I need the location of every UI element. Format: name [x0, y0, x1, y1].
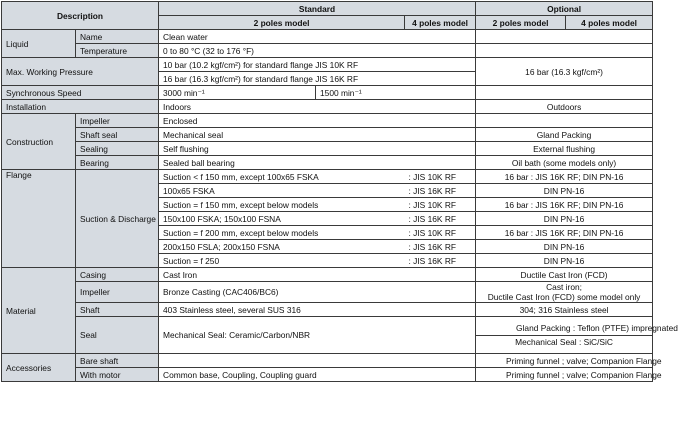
specification-table [1, 1, 678, 382]
category-accessories: Accessories [2, 354, 76, 382]
header-optional-4-poles: 4 poles model [566, 16, 653, 30]
value-shaft-seal-optional: Gland Packing [476, 128, 653, 142]
value-bare-shaft-optional: Priming funnel ; valve; Companion Flange [476, 354, 653, 368]
flange-row-4-optional: 16 bar : JIS 16K RF; DIN PN-16 [476, 226, 653, 240]
header-optional: Optional [476, 2, 653, 16]
flange-row-1-standard: : JIS 16K RF [405, 184, 476, 198]
value-shaft-optional: 304; 316 Stainless steel [476, 303, 653, 317]
value-impeller-type: Enclosed [159, 114, 476, 128]
category-synchronous-speed: Synchronous Speed [2, 86, 159, 100]
label-shaft-seal: Shaft seal [76, 128, 159, 142]
seal-optional-line-2: Mechanical Seal : SiC/SiC [476, 335, 652, 348]
flange-row-0-optional: 16 bar : JIS 16K RF; DIN PN-16 [476, 170, 653, 184]
value-shaft-seal: Mechanical seal [159, 128, 476, 142]
header-standard-2-poles: 2 poles model [159, 16, 405, 30]
value-bearing-optional: Oil bath (some models only) [476, 156, 653, 170]
impeller-optional-line-2: Ductile Cast Iron (FCD) some model only [487, 292, 641, 302]
header-description: Description [2, 2, 159, 30]
flange-row-4-standard: : JIS 10K RF [405, 226, 476, 240]
value-liquid-name-optional [476, 30, 653, 44]
category-construction: Construction [2, 114, 76, 170]
category-flange: Flange [2, 170, 76, 268]
flange-row-2-standard: : JIS 10K RF [405, 198, 476, 212]
flange-row-6-standard: : JIS 16K RF [405, 254, 476, 268]
label-casing: Casing [76, 268, 159, 282]
flange-row-5-condition: 200x150 FSLA; 200x150 FSNA [159, 240, 405, 254]
flange-row-3-standard: : JIS 16K RF [405, 212, 476, 226]
value-seal-optional [476, 317, 678, 354]
value-sealing: Self flushing [159, 142, 476, 156]
header-standard-4-poles: 4 poles model [405, 16, 476, 30]
value-temperature-optional [476, 44, 653, 58]
flange-row-3-optional: DIN PN-16 [476, 212, 653, 226]
label-temperature: Temperature [76, 44, 159, 58]
label-bare-shaft: Bare shaft [76, 354, 159, 368]
value-seal: Mechanical Seal: Ceramic/Carbon/NBR [159, 317, 476, 354]
label-seal: Seal [76, 317, 159, 354]
value-speed-optional [476, 86, 653, 100]
flange-row-1-condition: 100x65 FSKA [159, 184, 405, 198]
value-with-motor: Common base, Coupling, Coupling guard [159, 368, 476, 382]
flange-row-3-condition: 150x100 FSKA; 150x100 FSNA [159, 212, 405, 226]
value-temperature: 0 to 80 °C (32 to 176 °F) [159, 44, 476, 58]
label-suction-discharge: Suction & Discharge [76, 170, 159, 268]
flange-row-4-condition: Suction = f 200 mm, except below models [159, 226, 405, 240]
value-impeller-material: Bronze Casting (CAC406/BC6) [159, 282, 476, 303]
value-pressure-16k: 16 bar (16.3 kgf/cm²) for standard flange JIS 16K RF [159, 72, 476, 86]
value-pressure-10k: 10 bar (10.2 kgf/cm²) for standard flange JIS 10K RF [159, 58, 476, 72]
label-liquid-name: Name [76, 30, 159, 44]
value-shaft: 403 Stainless steel, several SUS 316 [159, 303, 476, 317]
seal-optional-line-1: Gland Packing : Teflon (PTFE) impregnated [516, 323, 678, 333]
value-installation-optional: Outdoors [476, 100, 653, 114]
flange-row-2-condition: Suction = f 150 mm, except below models [159, 198, 405, 212]
category-installation: Installation [2, 100, 159, 114]
flange-row-0-standard: : JIS 10K RF [405, 170, 476, 184]
category-max-working-pressure: Max. Working Pressure [2, 58, 159, 86]
label-bearing: Bearing [76, 156, 159, 170]
label-impeller-material: Impeller [76, 282, 159, 303]
flange-row-5-optional: DIN PN-16 [476, 240, 653, 254]
flange-row-6-optional: DIN PN-16 [476, 254, 653, 268]
flange-row-5-standard: : JIS 16K RF [405, 240, 476, 254]
value-casing: Cast Iron [159, 268, 476, 282]
value-bare-shaft [159, 354, 476, 368]
label-shaft: Shaft [76, 303, 159, 317]
value-casing-optional: Ductile Cast Iron (FCD) [476, 268, 653, 282]
impeller-optional-line-1: Cast iron; [546, 282, 582, 292]
label-impeller-type: Impeller [76, 114, 159, 128]
header-standard: Standard [159, 2, 476, 16]
value-with-motor-optional: Priming funnel ; valve; Companion Flange [476, 368, 653, 382]
label-sealing: Sealing [76, 142, 159, 156]
header-optional-2-poles: 2 poles model [476, 16, 566, 30]
value-liquid-name: Clean water [159, 30, 476, 44]
flange-row-6-condition: Suction = f 250 [159, 254, 405, 268]
value-impeller-type-optional [476, 114, 653, 128]
flange-row-2-optional: 16 bar : JIS 16K RF; DIN PN-16 [476, 198, 653, 212]
flange-row-0-condition: Suction < f 150 mm, except 100x65 FSKA [159, 170, 405, 184]
flange-row-1-optional: DIN PN-16 [476, 184, 653, 198]
value-speed-4-poles: 1500 min⁻¹ [316, 86, 476, 100]
value-speed-2-poles: 3000 min⁻¹ [159, 86, 316, 100]
category-liquid: Liquid [2, 30, 76, 58]
value-bearing: Sealed ball bearing [159, 156, 476, 170]
category-material: Material [2, 268, 76, 354]
value-sealing-optional: External flushing [476, 142, 653, 156]
value-installation: Indoors [159, 100, 476, 114]
value-pressure-optional: 16 bar (16.3 kgf/cm²) [476, 58, 653, 86]
label-with-motor: With motor [76, 368, 159, 382]
value-impeller-material-optional [476, 282, 653, 303]
